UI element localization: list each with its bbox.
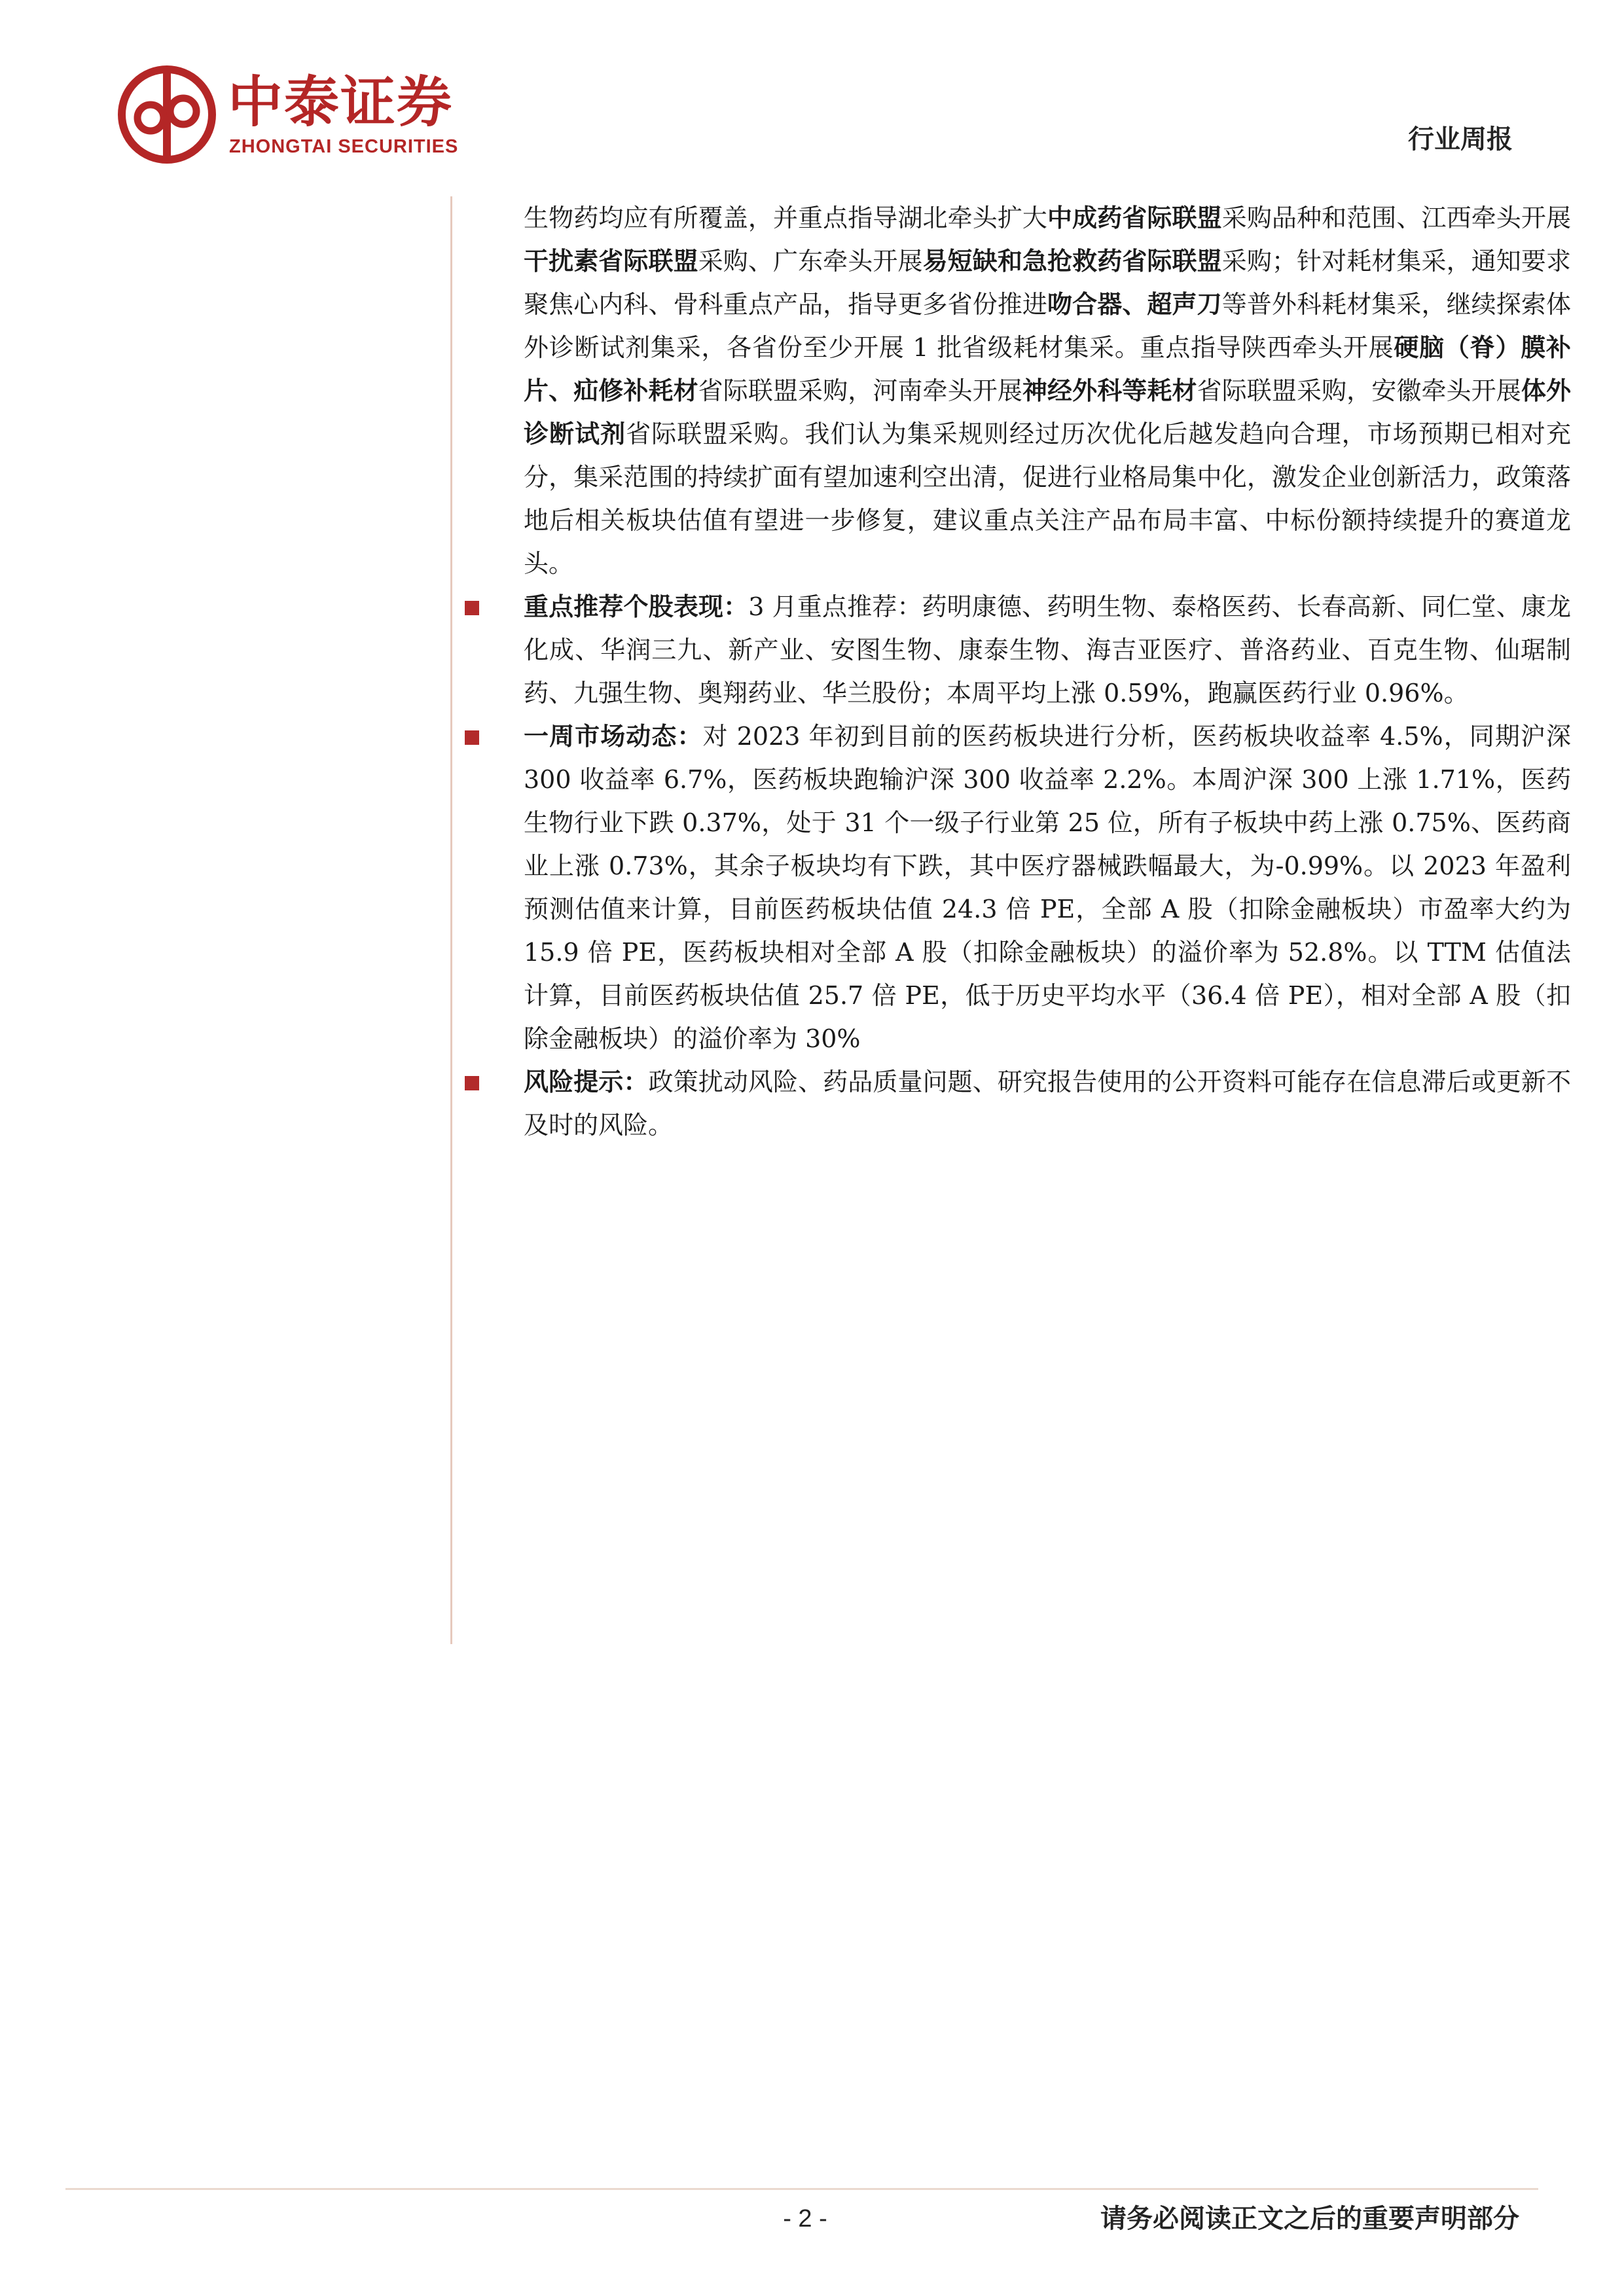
emphasis: 硬脑（脊）膜补片、疝修补耗材 [524, 333, 1571, 405]
text-run: 省际联盟采购，河南牵头开展 [698, 376, 1022, 405]
margin-rule [450, 196, 452, 1644]
policy-paragraph [524, 196, 1571, 585]
text-run: 生物药均应有所覆盖，并重点指导湖北牵头扩大 [524, 204, 1048, 232]
disclaimer-note: 请务必阅读正文之后的重要声明部分 [1100, 2204, 1519, 2234]
text-run: 采购、广东牵头开展 [698, 247, 923, 276]
report-body [524, 196, 1571, 1147]
report-type-label: 行业周报 [1408, 124, 1513, 154]
emphasis: 干扰素省际联盟 [524, 247, 698, 276]
text-run: 省际联盟采购，安徽牵头开展 [1197, 376, 1521, 405]
text-run: 等普外科耗材集采，继续探索体外诊断试剂集采，各省份至少开展 1 批省级耗材集采。重点指导陕西牵头开展 [524, 290, 1571, 362]
bullet-text: 对 2023 年初到目前的医药板块进行分析，医药板块收益率 4.5%，同期沪深 300 收益率 6.7%，医药板块跑输沪深 300 收益率 2.2%。本周沪深 300 上涨 1.71%，医药生物行业下跌 0.37%，处于 31 个一级子行业第 25 位，所有子板块中药上涨 0.75%、医药商业上涨 0.73%，其余子板块均有下跌，其中医疗器械跌幅最大，为-0.99%。以 2023 年盈利预测估值来计算，目前医药板块估值 24.3 倍 PE，全部 A 股（扣除金融板块）市盈率大约为 15.9 倍 PE，医药板块相对全部 A 股（扣除金融板块）的溢价率为 52.8%。以 TTM 估值法计算，目前医药板块估值 25.7 倍 PE，低于历史平均水平（36.4 倍 PE），相对全部 A 股（扣除金融板块）的溢价率为 30% [524, 722, 1571, 1053]
bullet-heading: 一周市场动态： [524, 722, 703, 751]
bullet-item-market-dynamics [524, 715, 1571, 1060]
emphasis: 中成药省际联盟 [1047, 204, 1222, 232]
bullet-square-icon [465, 601, 479, 615]
company-logo [118, 65, 484, 164]
text-run: 采购品种和范围、江西牵头开展 [1221, 204, 1571, 232]
bullet-item-recommended-stocks [524, 585, 1571, 715]
bullet-heading: 重点推荐个股表现： [524, 592, 749, 621]
bullet-text: 3 月重点推荐：药明康德、药明生物、泰格医药、长春高新、同仁堂、康龙化成、华润三九、新产业、安图生物、康泰生物、海吉亚医疗、普洛药业、百克生物、仙琚制药、九强生物、奥翔药业、华兰股份；本周平均上涨 0.59%，跑赢医药行业 0.96%。 [524, 592, 1571, 708]
bullet-heading: 风险提示： [524, 1067, 649, 1096]
logo-english-name: ZHONGTAI SECURITIES [229, 136, 459, 157]
bullet-square-icon [465, 730, 479, 745]
emphasis: 体外诊断试剂 [524, 376, 1571, 448]
footer-rule [65, 2188, 1538, 2190]
bullet-item-risk-warning [524, 1060, 1571, 1147]
text-run: 省际联盟采购。我们认为集采规则经过历次优化后越发趋向合理，市场预期已相对充分，集采范围的持续扩面有望加速利空出清，促进行业格局集中化，激发企业创新活力，政策落地后相关板块估值有望进一步修复，建议重点关注产品布局丰富、中标份额持续提升的赛道龙头。 [524, 420, 1571, 578]
bullet-text: 政策扰动风险、药品质量问题、研究报告使用的公开资料可能存在信息滞后或更新不及时的风险。 [524, 1067, 1571, 1139]
emphasis: 神经外科等耗材 [1022, 376, 1197, 405]
text-run: 采购；针对耗材集采，通知要求聚焦心内科、骨科重点产品，指导更多省份推进 [524, 247, 1571, 319]
emphasis: 易短缺和急抢救药省际联盟 [922, 247, 1222, 276]
logo-chinese-name: 中泰证券 [228, 70, 454, 134]
page-number: - 2 - [783, 2205, 827, 2233]
zhongtai-logo-icon [118, 65, 216, 164]
bullet-square-icon [465, 1076, 479, 1090]
emphasis: 吻合器、超声刀 [1047, 290, 1222, 319]
